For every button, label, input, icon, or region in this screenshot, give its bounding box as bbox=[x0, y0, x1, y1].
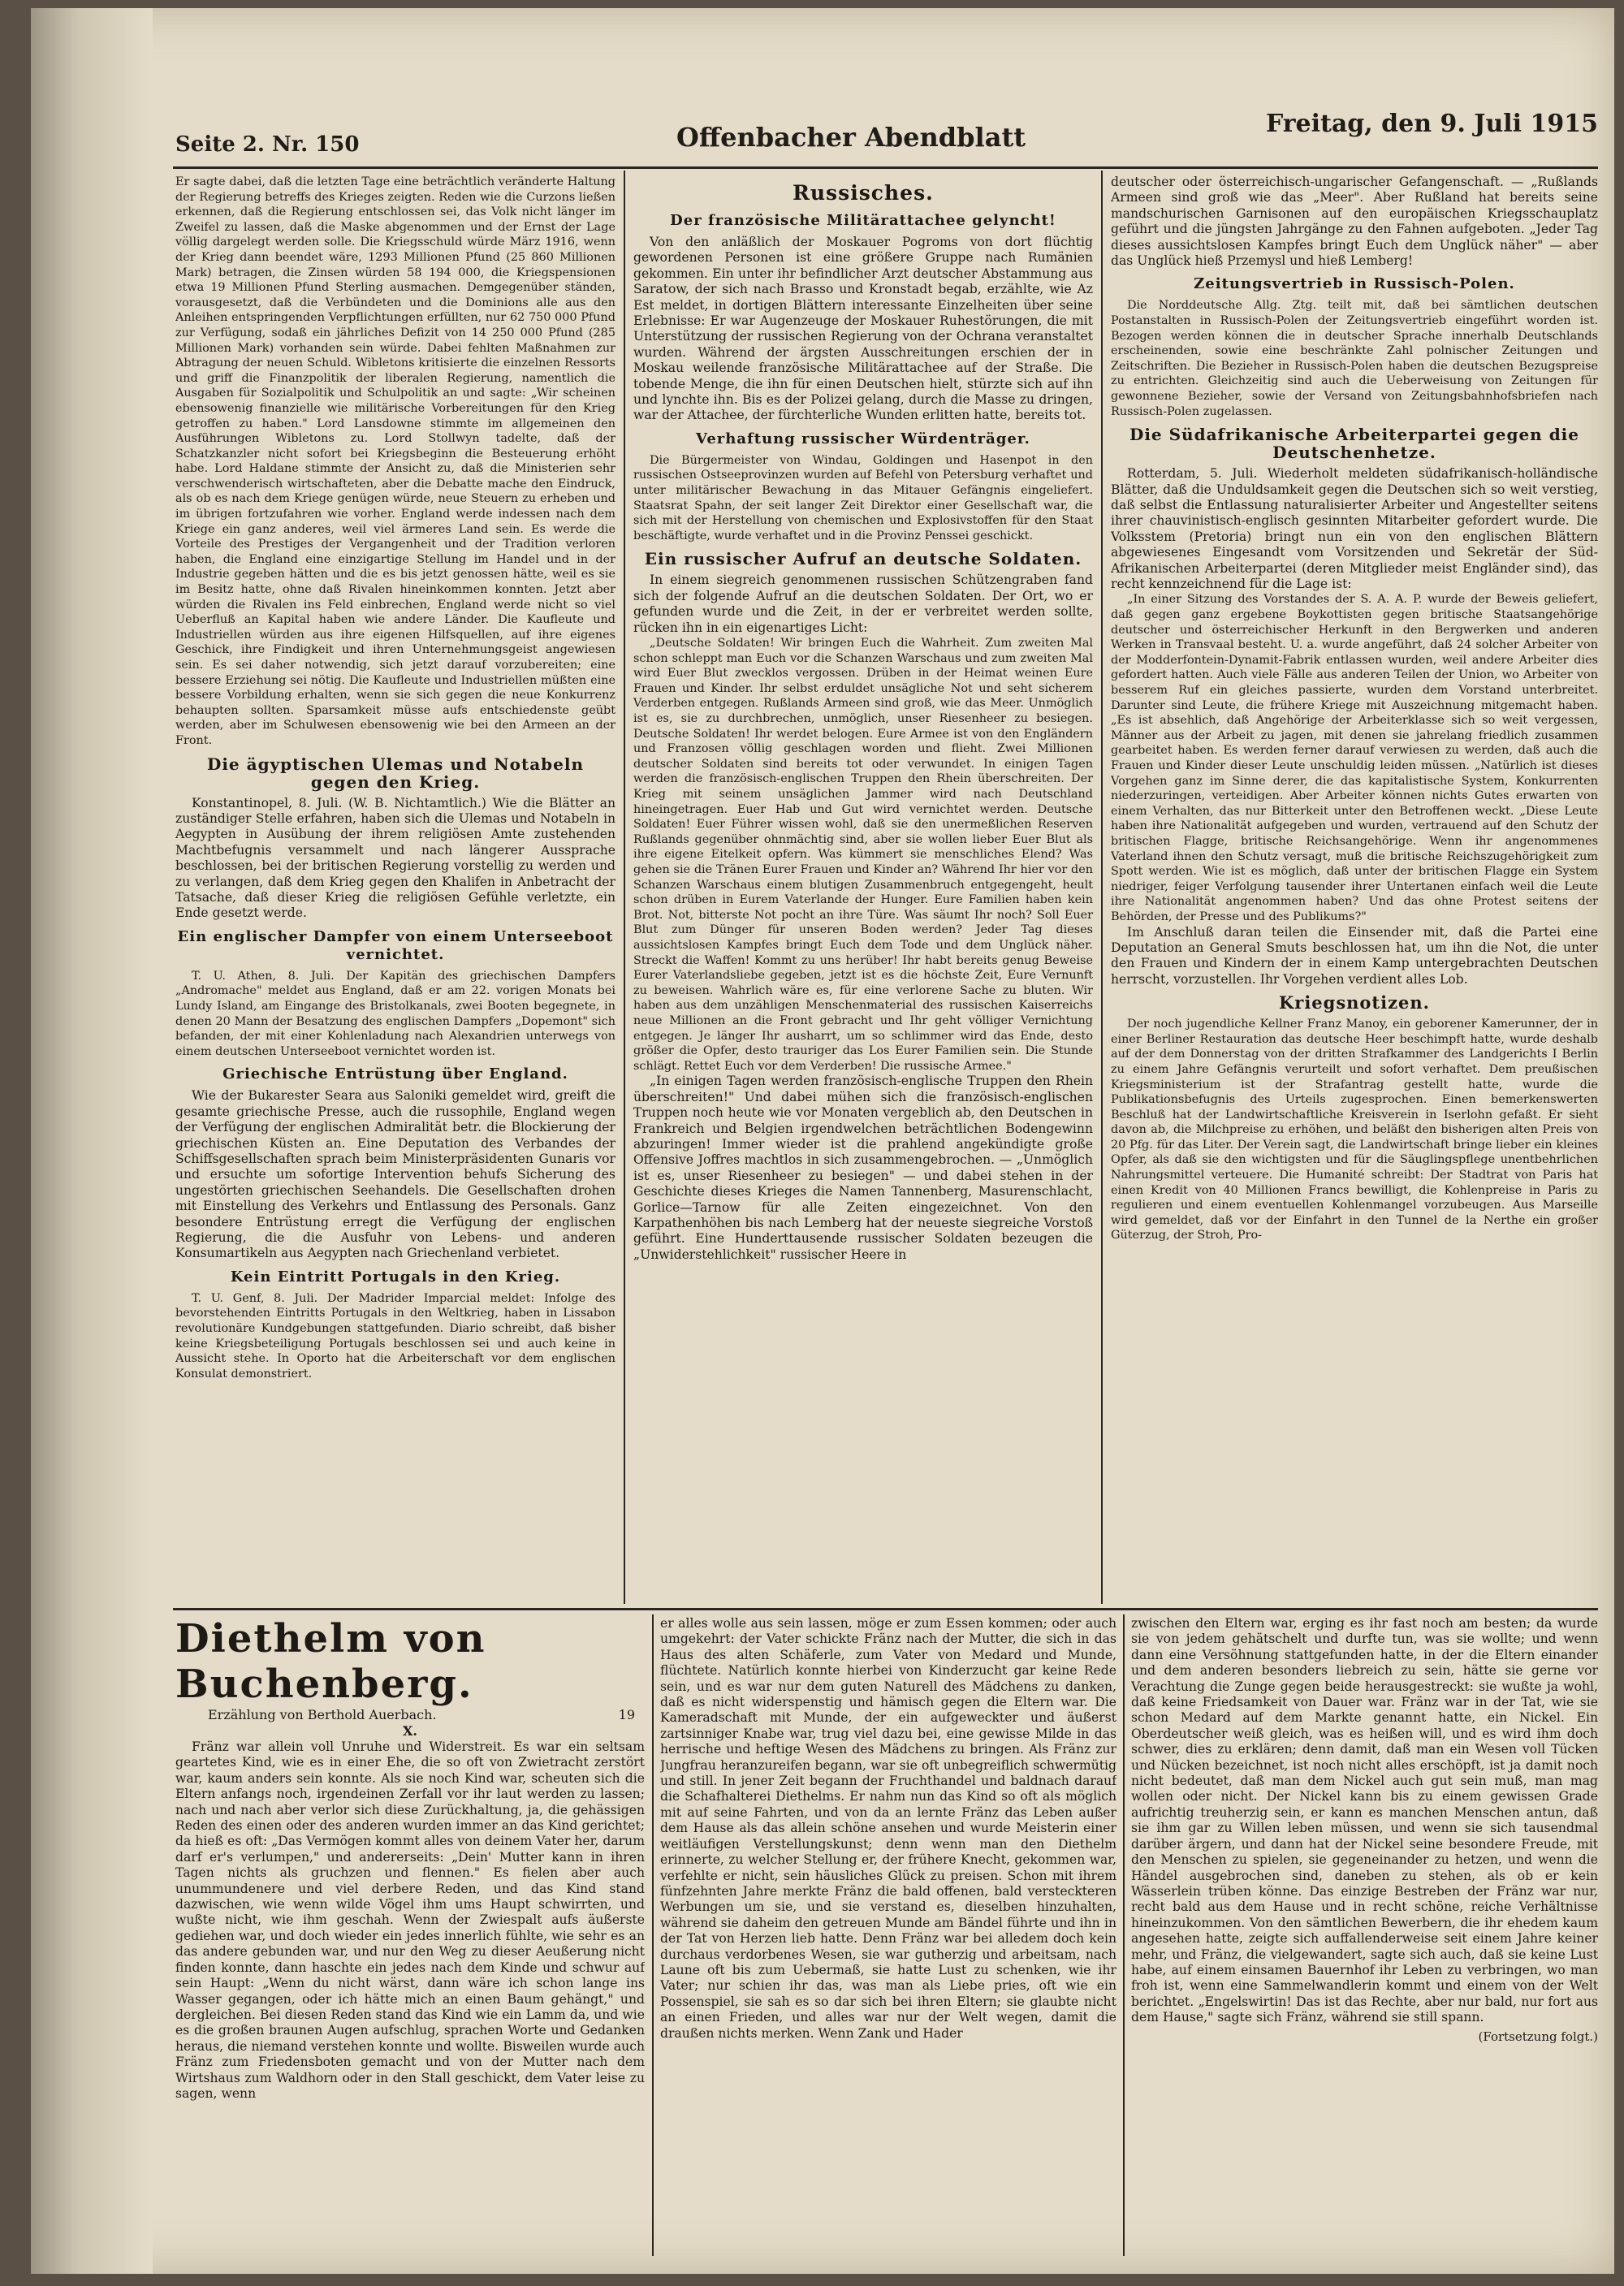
article-text: Von den anläßlich der Moskauer Pogroms von dort flüchtig gewordenen Personen ist eine größere Gruppe nach Rumänien gekommen. Ein unter ihr befindlicher Arzt deutscher Abstammung aus Saratow, der sich nach Brasso und Kronstadt begab, erzählte, wie Az Est meldet, in dortigen Blättern interessante Einzelheiten über seine Erlebnisse: Er war Augenzeuge der Moskauer Ruhestörungen, die mit Unterstützung der russischen Regierung von der Ochrana veranstaltet wurden. Während der ärgsten Ausschreitungen erschien der in Moskau weilende französische Militärattachee auf der Straße. Die tobende Menge, die ihn für einen Deutschen hielt, stürzte sich auf ihn und lynchte ihn. Bis es der Polizei gelang, durch die Masse zu dringen, war der Attachee, der fürchterliche Wunden erlitten hatte, bereits tot. bbox=[633, 235, 1093, 423]
headline: Verhaftung russischer Würdenträger. bbox=[696, 430, 1030, 447]
novel-byline: Erzählung von Berthold Auerbach. bbox=[208, 1707, 437, 1722]
novel-text: zwischen den Eltern war, erging es ihr fast noch am besten; da wurde sie von jedem gehätschelt und durfte tun, was sie wollte; und wenn dann eine Versöhnung stattgefunden hatte, in der die Eltern einander und dem anderen besonders liebreich zu sein, hätte sie gerne vor Verachtung die Zunge gegen beide herausgestreckt: sie wußte ja wohl, daß keine Friedsamkeit von Dauer war. Fränz war in der Tat, wie sie schon Medard auf dem Markte genannt hatte, ein Nickel. Ein Oberdeutscher weiß gleich, was es heißen will, und es wird ihm doch schwer, dies zu erklären; denn damit, daß man ein Wesen voll Tücken und Nücken bezeichnet, ist noch nicht alles erschöpft, ist ja damit noch nicht bedeutet, daß man dem Nickel auch gut sein muß, man mag wollen oder nicht. Der Nickel kann bis zu einem gewissen Grade aufrichtig treuherzig sein, er kann es manchen Menschen antun, daß sie ihm gar zu Willen leben müssen, und wenn sie sich tausendmal darüber ärgern, und dann hat der Nickel seine besondere Freude, mit den Menschen zu spielen, sie gegeneinander zu hetzen, und wenn die Händel ausgebrochen sind, daneben zu stehen, als ob er kein Wässerlein trüben könne. Das einzige Bestreben der Fränz war nur, recht bald aus dem Hause und in recht schöne, reiche Verhältnisse hineinzukommen. Von den sämtlichen Bewerbern, die ihr ehedem kaum angesehen hatte, zeigte sich auffallenderweise seit einem Jahre keiner mehr, und Fränz, die vielgewandert, sagte sich auch, daß sie keine Lust habe, auf einem einsamen Bauernhof ihr Leben zu verbringen, wo man froh ist, wenn eine Sammelwandlerin kommt und einem von der Welt berichtet. „Engelswirtin! Das ist das Rechte, aber nur bald, nur fort aus dem Hause," sagte sich Fränz, während sie still spann. bbox=[1131, 1616, 1598, 2025]
novel-column-3 bbox=[1131, 1616, 1598, 2258]
article-text: Konstantinopel, 8. Juli. (W. B. Nichtamtlich.) Wie die Blätter an zuständiger Stelle erfahren, haben sich die Ulemas und Notabeln in Aegypten in Ausübung der ihrem religiösen Amte zustehenden Machtbefugnis versammelt und nach längerer Aussprache beschlossen, bei der britischen Regierung vorstellig zu werden und zu verlangen, daß dem Krieg gegen den Khalifen in Anbetracht der Tatsache, daß dieser Krieg die religiösen Gefühle verletzte, ein Ende gesetzt werde. bbox=[175, 795, 615, 921]
column-divider bbox=[652, 1614, 654, 2256]
book-binding bbox=[31, 8, 153, 2274]
column-divider bbox=[1101, 171, 1103, 1604]
article-text: Die Norddeutsche Allg. Ztg. teilt mit, daß bei sämtlichen deutschen Postanstalten in Russisch-Polen der Zeitungsvertrieb eingeführt worden ist. Bezogen werden können die in deutscher Sprache innerhalb Deutschlands erscheinenden, sowie eine beschränkte Zahl polnischer Zeitungen und Zeitschriften. Die Bezieher in Russisch-Polen haben die deutschen Bezugspreise zu entrichten. Gleichzeitig sind auch die Ueberweisung von Zeitungen für gewonnene Bezieher, sowie der Versand von Zeitungsbahnhofsbriefen nach Russisch-Polen zugelassen. bbox=[1111, 299, 1598, 418]
column-1 bbox=[175, 175, 615, 1604]
column-2 bbox=[633, 175, 1093, 1604]
issue-date: Freitag, den 9. Juli 1915 bbox=[1265, 110, 1598, 138]
column-divider bbox=[1123, 1614, 1125, 2256]
headline: Kein Eintritt Portugals in den Krieg. bbox=[230, 1268, 561, 1286]
header-rule bbox=[173, 166, 1598, 169]
page-number: Seite 2. Nr. 150 bbox=[175, 132, 360, 157]
article-text: In einem siegreich genommenen russischen Schützengraben fand sich der folgende Aufruf an die deutschen Soldaten. Der Ort, wo er gefunden wurde und die Zeit, in der er verbreitet werden sollte, rücken ihn in ein eigenartiges Licht: bbox=[633, 573, 1093, 635]
headline: Der französische Militärattachee gelyncht! bbox=[670, 212, 1056, 229]
headline: Die ägyptischen Ulemas und Notabeln gegen den Krieg. bbox=[206, 754, 585, 792]
article-text: Der noch jugendliche Kellner Franz Manoy, ein geborener Kamerunner, der in einer Berliner Restauration das deutsche Heer beschimpft hatte, wurde deshalb auf der dem Donnerstag von der dritten Strafkammer des Landgerichts I Berlin zu einem Jahre Gefängnis verurteilt und sofort verhaftet. Dem preußischen Kriegsministerium ist der Strafantrag gestellt hatte, wurde die Publikationsbefugnis des Urteils zugesprochen. Einen bemerkenswerten Beschluß hat der Landwirtschaftliche Kreisverein in Iserlohn gefaßt. Er sieht davon ab, die Milchpreise zu erhöhen, und beläßt den bisherigen alten Preis von 20 Pfg. für das Liter. Der Verein sagt, die Landwirtschaft bringe lieber ein kleines Opfer, als daß sie den wichtigsten und für die Säuglingspflege unentbehrlichen Nahrungsmittel verteuere. Die Humanité schreibt: Der Stadtrat von Paris hat einen Kredit von 40 Millionen Francs bewilligt, die Kohlenpreise in Paris zu regulieren und einem eventuellen Kohlenmangel vorzubeugen. Aus Marseille wird gemeldet, daß vor der Einfahrt in den Tunnel de la Nerthe ein großer Güterzug, der Stroh, Pro- bbox=[1111, 1018, 1598, 1242]
continuation-note: (Fortsetzung folgt.) bbox=[1478, 2029, 1598, 2044]
article-text: T. U. Genf, 8. Juli. Der Madrider Imparcial meldet: Infolge des bevorstehenden Eintritts Portugals in den Weltkrieg, haben in Lissabon revolutionäre Kundgebungen stattgefunden. Diario schreibt, daß bisher keine Kriegsbeteiligung Portugals beschlossen sei und auch keine in Aussicht stehe. In Oporto hat die Arbeiterschaft vor dem englischen Konsulat demonstriert. bbox=[175, 1291, 615, 1381]
headline: Die Südafrikanische Arbeiterpartei gegen die Deutschenhetze. bbox=[1129, 425, 1579, 463]
headline: Griechische Entrüstung über England. bbox=[222, 1065, 568, 1083]
novel-column-1 bbox=[175, 1616, 645, 2258]
column-divider bbox=[624, 171, 625, 1604]
article-text: Wie der Bukarester Seara aus Saloniki gemeldet wird, greift die gesamte griechische Presse, auch die russophile, England wegen der Verfügung der englischen Admiralität betr. die Blockierung der griechischen Küsten an. Eine Deputation des Verbandes der Schiffsgesellschaften sprach beim Ministerpräsidenten Gunaris vor und ersuchte um sofortige Intervention behufs Sicherung des ungestörten griechischen Seehandels. Die Gesellschaften drohen mit Einstellung des Verkehrs und Entlassung des Personals. Ganz besondere Entrüstung erregt die Verfügung der englischen Regierung, die die Ausfuhr von Lebens- und anderen Konsumartikeln aus Aegypten nach Griechenland verbietet. bbox=[175, 1088, 615, 1261]
novel-text: Fränz war allein voll Unruhe und Widerstreit. Es war ein seltsam geartetes Kind, wie es in einer Ehe, die so oft von Zwietracht zerstört war, kaum anders sein konnte. Als sie noch Kind war, scheuten sich die Eltern anfangs noch, irgendeinen Zerfall vor ihr laut werden zu lassen; nach und nach aber verlor sich diese Zurückhaltung, ja, die gehässigen Reden des einen oder des anderen wurden immer an das Kind gerichtet; da hieß es oft: „Das Vermögen kommt alles von deinem Vater her, darum darf er's verlumpen," und andererseits: „Dein' Mutter kann in ihren Tagen nichts als gruchzen und flennen." Es fielen aber auch unummundenere und viel derbere Reden, und das Kind stand dazwischen, wie wenn wilde Vögel ihm ums Haupt schwirrten, und wußte nicht, wie ihm geschah. Wenn der Zwiespalt aufs äußerste gediehen war, und doch wieder ein jedes innerlich fühlte, wie sehr es an das andere gebunden war, und nur den Weg zu dieser Aeußerung nicht finden konnte, dann haschte ein jedes nach dem Kinde und schwur auf sein Haupt: „Wenn du nicht wärst, dann wäre ich schon lange ins Wasser gegangen, oder ich hätte mich an einen Baum gehängt," und dergleichen. Bei diesen Reden stand das Kind wie ein Lamm da, und wie es die großen braunen Augen aufschlug, sprachen Worte und Gedanken heraus, die niemand verstehen konnte und wollte. Bisweilen wurde auch Fränz zum Friedensboten gemacht und von der Mutter nach dem Wirtshaus zum Waldhorn oder in den Stall geschickt, dem Vater leise zu sagen, wenn bbox=[175, 1739, 645, 2101]
headline: Zeitungsvertrieb in Russisch-Polen. bbox=[1194, 275, 1515, 293]
installment-number: 19 bbox=[618, 1707, 635, 1722]
article-text: Die Bürgermeister von Windau, Goldingen und Hasenpot in den russischen Ostseeprovinzen wurden auf Befehl von Petersburg verhaftet und unter militärischer Bewachung in das Mitauer Gefängnis eingeliefert. Staatsrat Spahn, der seit langer Zeit Direktor einer Gesellschaft war, die sich mit der Herstellung von chemischen und Explosivstoffen für den Staat beschäftigte, wurde verhaftet und in die Provinz Penssei geschickt. bbox=[633, 453, 1093, 542]
column-3 bbox=[1111, 175, 1598, 1604]
article-text: deutscher oder österreichisch-ungarischer Gefangenschaft. — „Rußlands Armeen sind groß wie das „Meer". Aber Rußland hat bereits seine mandschurischen Garnisonen auf den europäischen Kriegsschauplatz geführt und die jüngsten Jahrgänge zu den Fahnen aufgeboten. „Jeder Tag dieses aussichtslosen Kampfes bringt Euch dem Unglück näher" — aber das Unglück hieß Przemysl und hieß Lemberg! bbox=[1111, 175, 1598, 269]
masthead: Offenbacher Abendblatt bbox=[676, 122, 1026, 153]
chapter-number: X. bbox=[403, 1723, 417, 1739]
article-text: „In einigen Tagen werden französisch-englische Truppen den Rhein überschreiten!" Und dabei mühen sich die französisch-englischen Truppen noch heute wie vor Monaten vergeblich ab, den Deutschen in Frankreich und Belgien irgendwelchen beträchtlichen Bodengewinn abzuringen! Immer wieder ist die prahlend angekündigte große Offensive Joffres machtlos in sich zusammengebrochen. — „Unmöglich ist es, unser Riesenheer zu besiegen" — und dabei stehen in der Geschichte dieses Krieges die Namen Tannenberg, Masurenschlacht, Gorlice—Tarnow für alle Zeiten eingezeichnet. Von den Karpathenhöhen bis nach Lemberg hat der neueste siegreiche Vorstoß geführt. Eine Hunderttausende russischer Soldaten bezeugen die „Unwiderstehlichkeit" russischer Heere in bbox=[633, 1074, 1093, 1262]
quoted-text: „Deutsche Soldaten! Wir bringen Euch die Wahrheit. Zum zweiten Mal schon schleppt man Euch vor die Schanzen Warschaus und zum zweiten Mal wird Euer Blut zwecklos vergossen. Drüben in der Heimat weinen Eure Frauen und Kinder. Ihr selbst erduldet unsägliche Not und seht sicherem Verderben entgegen. Rußlands Armeen sind groß, wie das Meer. Unmöglich ist es, sie zu durchbrechen, unmöglich, unser Riesenheer zu besiegen. Deutsche Soldaten! Ihr werdet belogen. Eure Armee ist von den Engländern und Franzosen völlig geschlagen worden und flieht. Zwei Millionen deutscher Soldaten sind bereits tot oder verwundet. In einigen Tagen werden die französisch-englischen Truppen den Rhein überschreiten. Der Krieg mit seinem unsäglichen Jammer wird nach Deutschland hineingetragen. Euer Hab und Gut wird vernichtet werden. Deutsche Soldaten! Euer Führer wissen wohl, daß sie den unermeßlichen Reserven Rußlands gegenüber ohnmächtig sind, aber sie wollen lieber Euer Blut als ihre eigene Eitelkeit opfern. Was kümmert sie menschliches Elend? Was gehen sie die Tränen Eurer Frauen und Kinder an? Während Ihr hier vor den Schanzen Warschaus einem blutigen Zusammenbruch entgegengeht, heult schon drüben in Eurem Vaterlande der Hunger. Eure Familien haben kein Brot. Not, bitterste Not pocht an ihre Türe. Was säumt Ihr noch? Soll Euer Blut zum Dünger für unseren Boden werden? Jeder Tag dieses aussichtslosen Kampfes bringt Euch dem Tode und dem Unglück näher. Streckt die Waffen! Kommt zu uns herüber! Ihr habt bereits genug Beweise Eurer Vaterlandsliebe gegeben, jetzt ist es die höchste Zeit, Eure Vernunft zu beweisen. Wahrlich wäre es, für eine verlorene Sache zu bluten. Wir haben aus dem unzähligen Menschenmaterial des russischen Kaiserreichs neue Millionen an die Front gebracht und Ihr geht völliger Vernichtung entgegen. Je länger Ihr ausharrt, um so schlimmer wird das Ende, desto größer die Opfer, desto trauriger das Los Eurer Familien sein. Die Stunde schlägt. Rettet Euch vor dem Verderben! Die russische Armee." bbox=[633, 637, 1093, 1073]
section-title: Russisches. bbox=[793, 181, 934, 205]
headline: Ein russischer Aufruf an deutsche Soldaten. bbox=[644, 549, 1082, 569]
article-text: Rotterdam, 5. Juli. Wiederholt meldeten südafrikanisch-holländische Blätter, daß die Unduldsamkeit gegen die Deutschen sich so weit verstieg, daß selbst die Entlassung naturalisierter Arbeiter und Angestellter seitens ihrer chauvinistisch-englisch gesinnten Mitarbeiter gefordert wurde. Die Volksstem (Pretoria) bringt nun ein von den englischen Blättern abgewiesenes Eingesandt vom Vorsitzenden und Sekretär der Süd-Afrikanischen Arbeiterpartei (deren Mitglieder meist Engländer sind), das recht kennzeichnend für die Lage ist: bbox=[1111, 466, 1598, 592]
novel-column-2 bbox=[660, 1616, 1116, 2258]
newspaper-page bbox=[31, 8, 1614, 2274]
novel-text: er alles wolle aus sein lassen, möge er zum Essen kommen; oder auch umgekehrt: der Vater schickte Fränz nach der Mutter, die sich in das Haus des alten Schäferle, zum Vater von Medard und Munde, flüchtete. Natürlich konnte hierbei von Kinderzucht gar keine Rede sein, und es war nur dem guten Naturell des Mädchens zu danken, daß es nicht widerspenstig und hämisch gegen die Eltern war. Die Kameradschaft mit Munde, der ein aufgeweckter und äußerst zartsinniger Knabe war, trug viel dazu bei, eine gewisse Milde in das herrische und heftige Wesen des Mädchens zu bringen. Als Fränz zur Jungfrau heranzureifen begann, war sie oft unbegreiflich schwermütig und still. In jener Zeit begann der Fruchthandel und baldnach darauf die Schafhalterei Diethelms. Er nahm nun das Kind so oft als möglich mit auf seine Fahrten, und von da an lernte Fränz das Leben außer dem Hause als das allein schöne ansehen und wurde Meisterin einer weitläufigen Verstellungskunst; denn wenn man den Diethelm erinnerte, zu welcher Stellung er, der frühere Knecht, gekommen war, verfehlte er nicht, sein häusliches Glück zu preisen. Schon mit ihrem fünfzehnten Jahre merkte Fränz die bald offenen, bald versteckteren Werbungen um sie, und sie verstand es, dieselben hinzuhalten, während sie daheim den getreuen Munde am Bändel führte und ihn in der Tat von Herzen lieb hatte. Denn Fränz war bei alledem doch kein durchaus verdorbenes Wesen, sie war gutherzig und arbeitsam, nach Laune oft bis zum Uebermaß, sie hatte Lust zu schenken, wie ihr Vater; nur schien ihr das, was man als Liebe pries, oft wie ein Possenspiel, sie sah es so dar sich bei ihren Eltern; sie glaubte nicht an einen Frieden, und alles war nur der Welt wegen, damit die draußen nichts merken. Wenn Zank und Hader bbox=[660, 1616, 1116, 2041]
headline: Ein englischer Dampfer von einem Unterseeboot vernichtet. bbox=[177, 927, 614, 963]
novel-title: Diethelm von Buchenberg. bbox=[175, 1616, 486, 1707]
article-text: Er sagte dabei, daß die letzten Tage eine beträchtlich veränderte Haltung der Regierung betreffs des Krieges zeigten. Reden wie die Curzons ließen erkennen, daß die Regierung entschlossen sei, das Volk nicht länger im Zweifel zu lassen, daß die Maske abgenommen und der Ernst der Lage völlig dargelegt werden solle. Die Kriegsschuld würde März 1916, wenn der Krieg dann beendet wäre, 1293 Millionen Pfund (25 860 Millionen Mark) betragen, die Zinsen würden 58 194 000, die Kriegspensionen etwa 19 Millionen Pfund Sterling ausmachen. Demgegenüber ständen, vorausgesetzt, daß die Verbündeten und die Dominions alle aus den Anleihen entspringenden Verpflichtungen erfüllten, nur 62 750 000 Pfund zur Verfügung, sodaß ein jährliches Defizit von 14 250 000 Pfund (285 Millionen Mark) vorhanden sein würde. Dabei fehlten Maßnahmen zur Abtragung der neuen Schuld. Wibletons kritisierte die einzelnen Ressorts und griff die Finanzpolitik der liberalen Regierung, namentlich die Ausgaben für Sozialpolitik und Schulpolitik an und sagte: „Wir scheinen ebensowenig finanzielle wie militärische Vorbereitungen für den Krieg getroffen zu haben." Lord Lansdowne stimmte im allgemeinen den Ausführungen Wibletons zu. Lord Stollwyn tadelte, daß der Schatzkanzler nicht sofort bei Kriegsbeginn die Besteuerung erhöht habe. Lord Haldane stimmte der Ansicht zu, daß die Ministerien sehr verschwenderisch wirtschafteten, aber die Debatte mache den Eindruck, als ob es nach dem Kriege genügen würde, neue Steuern zu erheben und im übrigen fortzufahren wie vorher. England werde indessen nach dem Kriege ein ganz anderes, weil viel ärmeres Land sein. Es werde die Vorteile des Prestiges der Vergangenheit und der Tradition verloren haben, die England eine einzigartige Stellung im Handel und in der Industrie gegeben hätten und die es bis jetzt genossen hätte, weil es sie im Besitz hatte, ohne daß Rivalen hineinkommen konnten. Jetzt aber würden die Rivalen ins Feld einbrechen, England werde nicht so viel Ueberfluß an Kapital haben wie andere Länder. Die Kaufleute und Industriellen würden aus ihre eigenen Hilfsquellen, auf ihre eigenes Geschick, ihre Findigkeit und ihren Unternehmungsgeist angewiesen sein. Es sei daher notwendig, sich jetzt darauf vorzubereiten; eine bessere Erziehung sei nötig. Die Kaufleute und Industriellen müßten eine bessere Vorbildung erhalten, wenn sie sich gegen die neue Konkurrenz behaupten sollten. Sparsamkeit müsse aufs entschiedenste geübt werden, aber im Schulwesen ebensowenig wie bei den Armeen an der Front. bbox=[175, 175, 615, 747]
quoted-text: „In einer Sitzung des Vorstandes der S. A. A. P. wurde der Beweis geliefert, daß gegen ganz ergebene Boykottisten gegen britische Staatsangehörige deutscher und österreichischer Herkunft in den Bergwerken und anderen Werken in Transvaal besteht. U. a. wurde angeführt, daß 24 solcher Arbeiter von der Modderfontein-Dynamit-Fabrik entlassen wurden, weil andere Arbeiter dies gefordert hatten. Auch viele Fälle aus anderen Teilen der Union, wo Arbeiter von besserem Ruf ein gleiches passierte, wurden dem Vorstand unterbreitet. Darunter sind Leute, die frühere Kriege mit Auszeichnung mitgemacht haben. „Es ist absehlich, daß Angehörige der Arbeiterklasse sich so weit vergessen, Männer aus der Arbeit zu jagen, mit denen sie jahrelang friedlich zusammen gearbeitet haben. Es werden ferner darauf verwiesen zu werden, daß auch die Frauen und Kinder dieser Leute unschuldig leiden müssen. „Natürlich ist dieses Vorgehen ganz im Sinne derer, die das kapitalistische System, Konkurrenten niederzuringen, verteidigen. Aber Arbeiter können nichts Gutes erwarten von einem Verhalten, das nur Bitterkeit unter den Betroffenen weckt. „Diese Leute haben ihre Nationalität aufgegeben und wurden, vertrauend auf den Schutz der britischen Flagge, britische Reichsangehörige. Wenn ihr angenommenes Vaterland ihnen den Schutz versagt, muß die britische Reichszugehörigkeit zum Spott werden. Wie ist es möglich, daß unter der britischen Flagge ein System niedriger, feiger Verfolgung tausender ihrer Untertanen einfach weil die Leute ihre Nationalität angenommen haben? Und das ohne Protest seitens der Behörden, der Presse und des Publikums?" bbox=[1111, 593, 1598, 923]
article-text: T. U. Athen, 8. Juli. Der Kapitän des griechischen Dampfers „Andromache" meldet aus England, daß er am 22. vorigen Monats bei Lundy Island, am Eingange des Bristolkanals, zwei Booten begegnete, in denen 20 Mann der Besatzung des englischen Dampfers „Dopemont" sich befanden, der mit einer Kohlenladung nach Alexandrien unterwegs von einem deutschen Unterseeboot vernichtet worden ist. bbox=[175, 969, 615, 1058]
feuilleton-rule bbox=[173, 1608, 1598, 1610]
article-text: Im Anschluß daran teilen die Einsender mit, daß die Partei eine Deputation an General Smuts beschlossen hat, um ihn die Not, die unter den Frauen und Kindern der in einem Kamp untergebrachten Deutschen herrscht, vorzustellen. Ihr Vorgehen verdient alles Lob. bbox=[1111, 924, 1598, 987]
headline: Kriegsnotizen. bbox=[1279, 992, 1430, 1013]
